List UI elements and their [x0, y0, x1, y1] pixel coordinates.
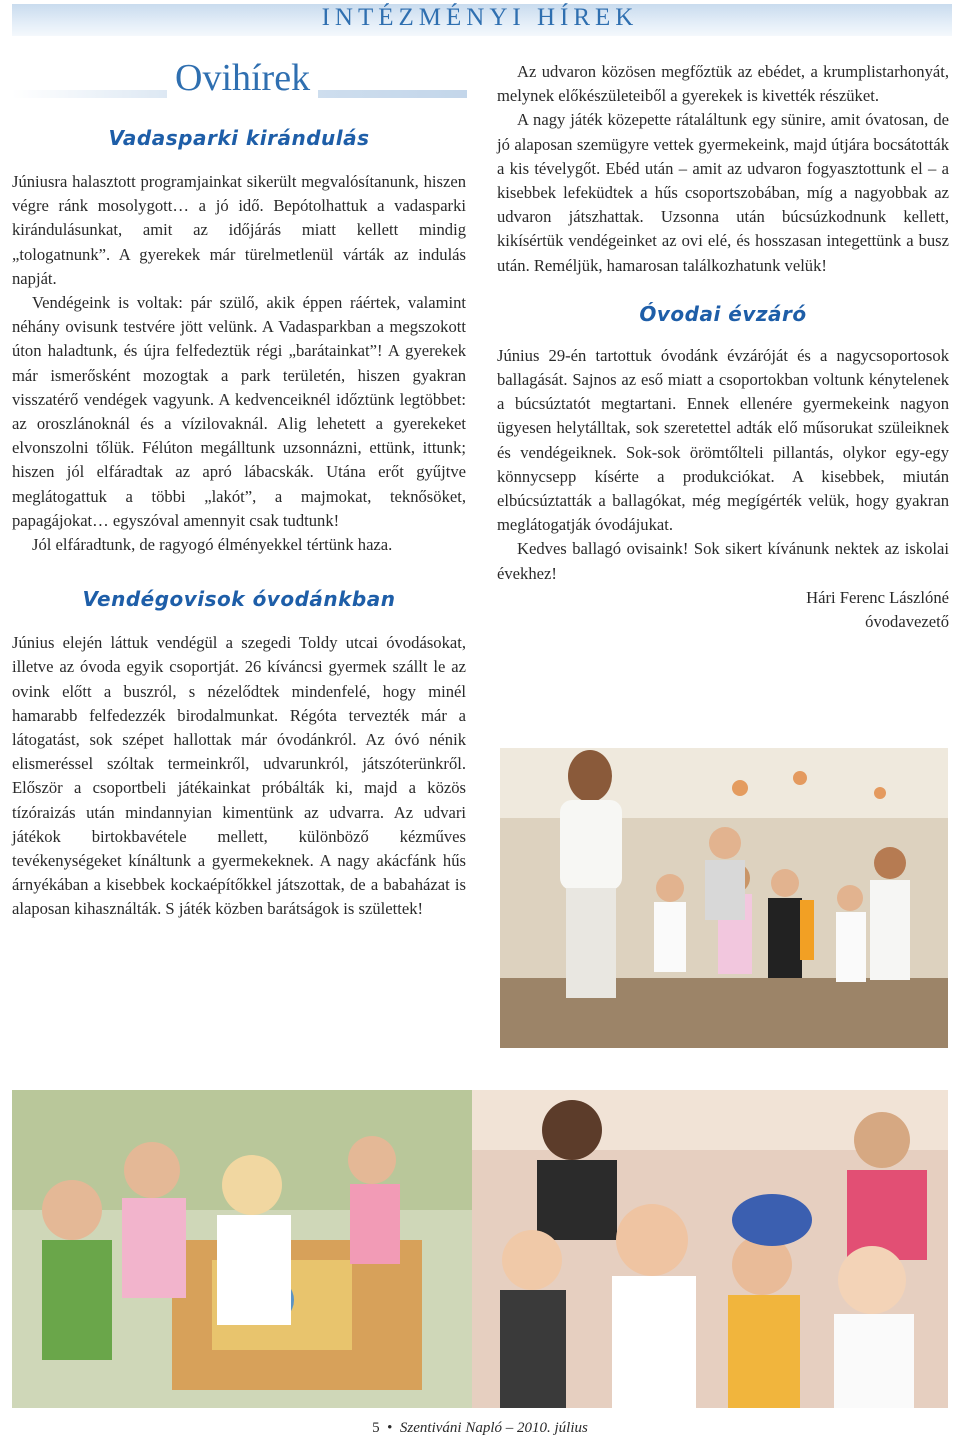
section-heading-vadasparki: Vadasparki kirándulás: [108, 126, 370, 150]
photo-crafts-activity: [12, 1090, 948, 1408]
signature-name: Hári Ferenc Lászlóné: [806, 587, 949, 607]
paragraph: Június 29-én tartottuk óvodánk évzáróját és a nagycsoportosok ballagását. Sajnos az eső miatt a csoportokban voltunk kénytelenek a búcsúztatót megtartani. Ennek ellenére gyermekeink nagyon ügyesen helytálltak, sok szeretettel adták elő műsorukat szüleiknek és vendégeiknek. Sok-sok örömtőlteli pillantás, olykor egy-egy könnycsepp kísérte a produkciókat. A kisebbek, miután elbúcsúztatták a ballagókat, még megígérték velük, hogy gyakran meglátogatják óvodájukat.: [497, 345, 949, 535]
paragraph: Az udvaron közösen megfőztük az ebédet, a krumplistarhonyát, melynek előkészületeiből a gyerekek is kivették részüket.: [497, 62, 949, 106]
photo-graduation-drawing: [500, 748, 948, 1048]
right-column: [497, 60, 949, 634]
section-header-title: INTÉZMÉNYI HÍREK: [321, 4, 639, 31]
photo-graduation-ceremony: [500, 748, 948, 1048]
publication-name: Szentiváni Napló – 2010. július: [399, 1420, 588, 1436]
paragraph: A nagy játék közepette rátaláltunk egy sünire, amit óvatosan, de jó alaposan szemügyre vettek gyermekeink, majd útjára bocsátották a kis tévelygőt. Ebéd után – amit az udvaron fogyasztottunk el – a kisebbek lefeküdtek a hűs csoportszobában, míg a nagyobbak az udvaron játszhattak. Uzsonna után búcsúzkodnunk kellett, kikísértük vendégeinket az ovi elé, és hosszasan integettünk a busz után. Reméljük, hamarosan találkozhatunk velük!: [497, 110, 949, 275]
paragraph: Kedves ballagó ovisaink! Sok sikert kívánunk nektek az iskolai évekhez!: [497, 539, 949, 583]
page-number: 5: [372, 1420, 380, 1436]
paragraph: Vendégeink is voltak: pár szülő, akik éppen ráértek, valamint néhány ovisunk testvére jött velünk. A Vadasparkban a megszokott úton haladtunk, és újra felfedeztük régi „barátainkat”! A gyerekek már ismerősként mozogtak a park területén, hiszen gyakran visszatérő vendégek vagyunk. A kedvenceiknél időztünk legtöbbet: az oroszlánoknál és a vízilovaknál. Alig lehetett a gyerekeket elvonszolni tőlük. Félúton megálltunk uzsonnázni, ettünk, ittunk; hiszen jól elfáradtak az apró lábacskák. Utána erőt gyűjtve meglátogattuk a többi „lakót”, a majmokat, teknősöket, papagájokat… egyszóval amennyit csak tudtunk!: [12, 293, 466, 530]
page-footer: [0, 1420, 960, 1437]
paragraph: Jól elfáradtunk, de ragyogó élményekkel tértünk haza.: [32, 535, 393, 555]
paragraph: Júniusra halasztott programjainkat sikerült megvalósítanunk, hiszen végre ránk mosolygott… a jó idő. Bepótolhattuk a vadasparki kirándulásunkat, amit az időjárás miatt kellett mindig „tologatnunk”. A gyerekek már türelmetlenül várták az indulás napját.: [12, 172, 466, 288]
masthead-title: Ovihírek: [167, 56, 318, 100]
photo-crafts-drawing: [12, 1090, 948, 1408]
masthead: [12, 56, 467, 100]
paragraph: Június elején láttuk vendégül a szegedi Toldy utcai óvodásokat, illetve az óvoda egyik csoportját. 26 kíváncsi gyermek szállt le az ovink előtt a buszról, s nézelődtek mindenfelé, hogy minél hamarabb felfedezzék birodalmunkat. Régóta tervezték már a látogatást, sok szépet hallottak már óvodánkról. Az óvó nénik elismeréssel szóltak termeinkről, udvarunkról, játszóterünkről. Először a csoportbeli játékainkat próbálták ki, majd a közös tízóraizás után mindannyian kimentünk az udvarra. Az udvari játékok birtokbavétele mellett, különböző kézműves tevékenységeket kínáltunk a gyermekeknek. A nagy akácfánk hűs árnyékában a kisebbek kockaépítőkkel játszottak, de a babaházat is alaposan kihasználták. S játék közben barátságok is születtek!: [12, 633, 466, 919]
left-column: [12, 124, 466, 922]
signature-role: óvodavezető: [865, 612, 949, 632]
section-heading-evzaro: Óvodai évzáró: [639, 301, 807, 326]
footer-bullet: •: [387, 1420, 393, 1436]
section-heading-vendegovisok: Vendégovisok óvodánkban: [82, 587, 396, 612]
